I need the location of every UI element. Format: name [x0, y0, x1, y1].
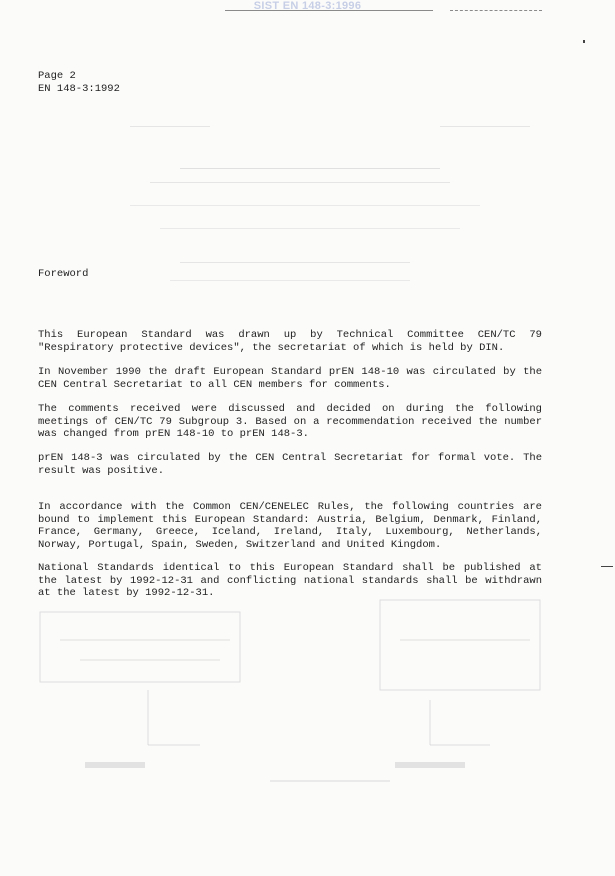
paragraph-comments: The comments received were discussed and decided on during the following meetings of CEN/TC 79 Subgroup 3. Based on a recommendation received the number was changed from prEN 148-10 to prEN 148-3.	[38, 403, 542, 440]
paragraph-formal-vote: prEN 148-3 was circulated by the CEN Central Secretariat for formal vote. The result was positive.	[38, 452, 542, 477]
paragraph-national-standards: National Standards identical to this European Standard shall be published at the latest by 1992-12-31 and conflicting national standards shall be withdrawn at the latest by 1992-12-31.	[38, 562, 542, 599]
page-number: Page 2	[38, 70, 76, 82]
header-rule	[225, 10, 433, 11]
watermark: SIST EN 148-3:1996	[253, 0, 362, 12]
margin-mark	[601, 566, 613, 567]
paragraph-draft-circulated: In November 1990 the draft European Standard prEN 148-10 was circulated by the CEN Central Secretariat to all CEN members for comments.	[38, 366, 542, 391]
paragraph-countries: In accordance with the Common CEN/CENELEC Rules, the following countries are bound to implement this European Standard: Austria, Belgium, Denmark, Finland, France, Germany, Greece, Iceland, Ireland, Italy, Luxembourg, Netherlands, Norway, Portugal, Spain, Sweden, Switzerland and United Kingdom.	[38, 501, 542, 551]
standard-id: EN 148-3:1992	[38, 83, 120, 95]
paragraph-committee: This European Standard was drawn up by Technical Committee CEN/TC 79 "Respiratory protective devices", the secretariat of which is held by DIN.	[38, 329, 542, 354]
page-header	[38, 70, 120, 96]
scan-speck	[583, 40, 585, 43]
header-rule-dashed	[450, 10, 542, 11]
foreword-heading: Foreword	[38, 268, 89, 280]
